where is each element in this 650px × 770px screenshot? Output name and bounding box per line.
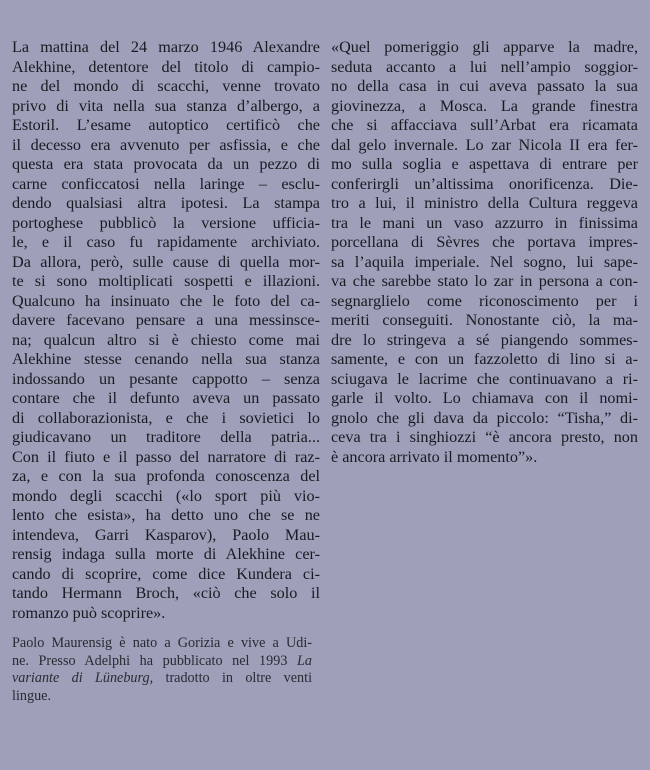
text-line: cando di scoprire, come dice Kundera ci- xyxy=(12,564,320,583)
text-line: conferirgli un’altissima onorificenza. Die- xyxy=(331,174,638,193)
text-line: portoghese pubblicò la versione ufficia- xyxy=(12,213,320,232)
text-line: meriti conseguiti. Nonostante ciò, la ma- xyxy=(331,311,638,329)
text-line: giudicavano un traditore della patria... xyxy=(12,428,320,446)
text-line: no della casa in cui aveva passato la sua xyxy=(331,77,638,95)
text-line: «Quel pomeriggio gli apparve la madre, xyxy=(331,38,638,56)
text-line: davere facevano pensare a una messinsce- xyxy=(12,311,320,329)
bio-line: Paolo Maurensig è nato a Gorizia e vive a Udi- xyxy=(12,635,312,651)
text-line: tra le mani un vaso azzurro in finissima xyxy=(331,213,638,232)
text-line: garle il volto. Lo chiamava con il nomi- xyxy=(331,389,638,407)
text-line: Alekhine stesse cenando nella sua stanza xyxy=(12,350,320,368)
text-line: il decesso era avvenuto per asfissia, e che xyxy=(12,135,320,154)
text-line: contare che il defunto aveva un passato xyxy=(12,389,320,407)
text-line: tro a lui, il ministro della Cultura reggeva xyxy=(331,194,638,212)
text-line: mondo degli scacchi («lo sport più vio- xyxy=(12,486,320,505)
text-line: te si sono moltiplicati sospetti e illazioni. xyxy=(12,272,320,290)
text-line: è ancora arrivato il momento”». xyxy=(331,447,538,466)
text-line: seduta accanto a lui nell’ampio soggior- xyxy=(331,57,638,76)
text-line: dendo qualsiasi altra ipotesi. La stampa xyxy=(12,194,320,212)
text-line: porcellana di Sèvres che portava impres- xyxy=(331,233,638,251)
text-line: sa l’aquila imperiale. Nel sogno, lui sape- xyxy=(331,252,638,271)
text-line: dal gelo invernale. Lo zar Nicola II era fer- xyxy=(331,135,638,154)
text-line: le, e il caso fu rapidamente archiviato. xyxy=(12,233,320,251)
text-line: Qualcuno ha insinuato che le foto del ca- xyxy=(12,291,320,310)
text-line: Alekhine, detentore del titolo di campio- xyxy=(12,57,320,76)
text-line: va che sarebbe stato lo zar in persona a con- xyxy=(331,272,638,290)
text-line: samente, e con un fazzoletto di lino si a- xyxy=(331,350,638,368)
text-line: ne del mondo di scacchi, venne trovato xyxy=(12,77,320,95)
text-line: mo sulla soglia e aspettava di entrare per xyxy=(331,155,638,173)
bio-line: lingue. xyxy=(12,687,52,704)
text-line: sciugava le lacrime che continuavano a ri- xyxy=(331,369,638,388)
text-line: intendeva, Garri Kasparov), Paolo Mau- xyxy=(12,525,320,544)
author-bio xyxy=(12,635,312,705)
text-line: na; qualcun altro si è chiesto come mai xyxy=(12,330,320,349)
text-line: Con il fiuto e il passo del narratore di raz- xyxy=(12,447,320,466)
book-title: La xyxy=(297,652,312,669)
text-line: Estoril. L’esame autoptico certificò che xyxy=(12,116,320,134)
text-line: carne conficcatosi nella laringe – esclu- xyxy=(12,174,320,193)
blurb-left-column xyxy=(12,38,320,623)
text-line: La mattina del 24 marzo 1946 Alexandre xyxy=(12,38,320,56)
text-line: tando Hermann Broch, «ciò che solo il xyxy=(12,584,320,602)
bio-line xyxy=(12,670,312,688)
text-line: questa era stata provocata da un pezzo di xyxy=(12,155,320,173)
text-line: segnarglielo come riconoscimento per i xyxy=(331,291,638,310)
text-line: rensig indaga sulla morte di Alekhine cer- xyxy=(12,545,320,563)
text-line: gnolo che gli dava da piccolo: “Tisha,” di- xyxy=(331,408,638,427)
text-line: giovinezza, a Mosca. La grande finestra xyxy=(331,96,638,115)
text-line: lento che esista», ha detto uno che se ne xyxy=(12,506,320,524)
text-line: che si affacciava sull’Arbat era ricamata xyxy=(331,116,638,134)
text-line: indossando un pesante cappotto – senza xyxy=(12,369,320,388)
text-line: za, e con la sua profonda conoscenza del xyxy=(12,467,320,485)
text-line: ceva tra i singhiozzi “è ancora presto, non xyxy=(331,428,638,446)
book-title: variante di Lüneburg, xyxy=(12,670,154,686)
text-line: di collaborazionista, e che i sovietici lo xyxy=(12,408,320,427)
text-line: privo di vita nella sua stanza d’albergo, a xyxy=(12,96,320,115)
text-line: Da allora, però, sulle cause di quella mor- xyxy=(12,252,320,271)
bio-line xyxy=(12,653,312,671)
text-line: dre lo stringeva a sé piangendo sommes- xyxy=(331,330,638,349)
bio-text: tradotto in oltre venti xyxy=(165,670,313,686)
quote-right-column xyxy=(331,38,638,467)
bio-text: ne. Presso Adelphi ha pubblicato nel 1993 xyxy=(12,652,288,669)
text-line: romanzo può scoprire». xyxy=(12,603,166,622)
